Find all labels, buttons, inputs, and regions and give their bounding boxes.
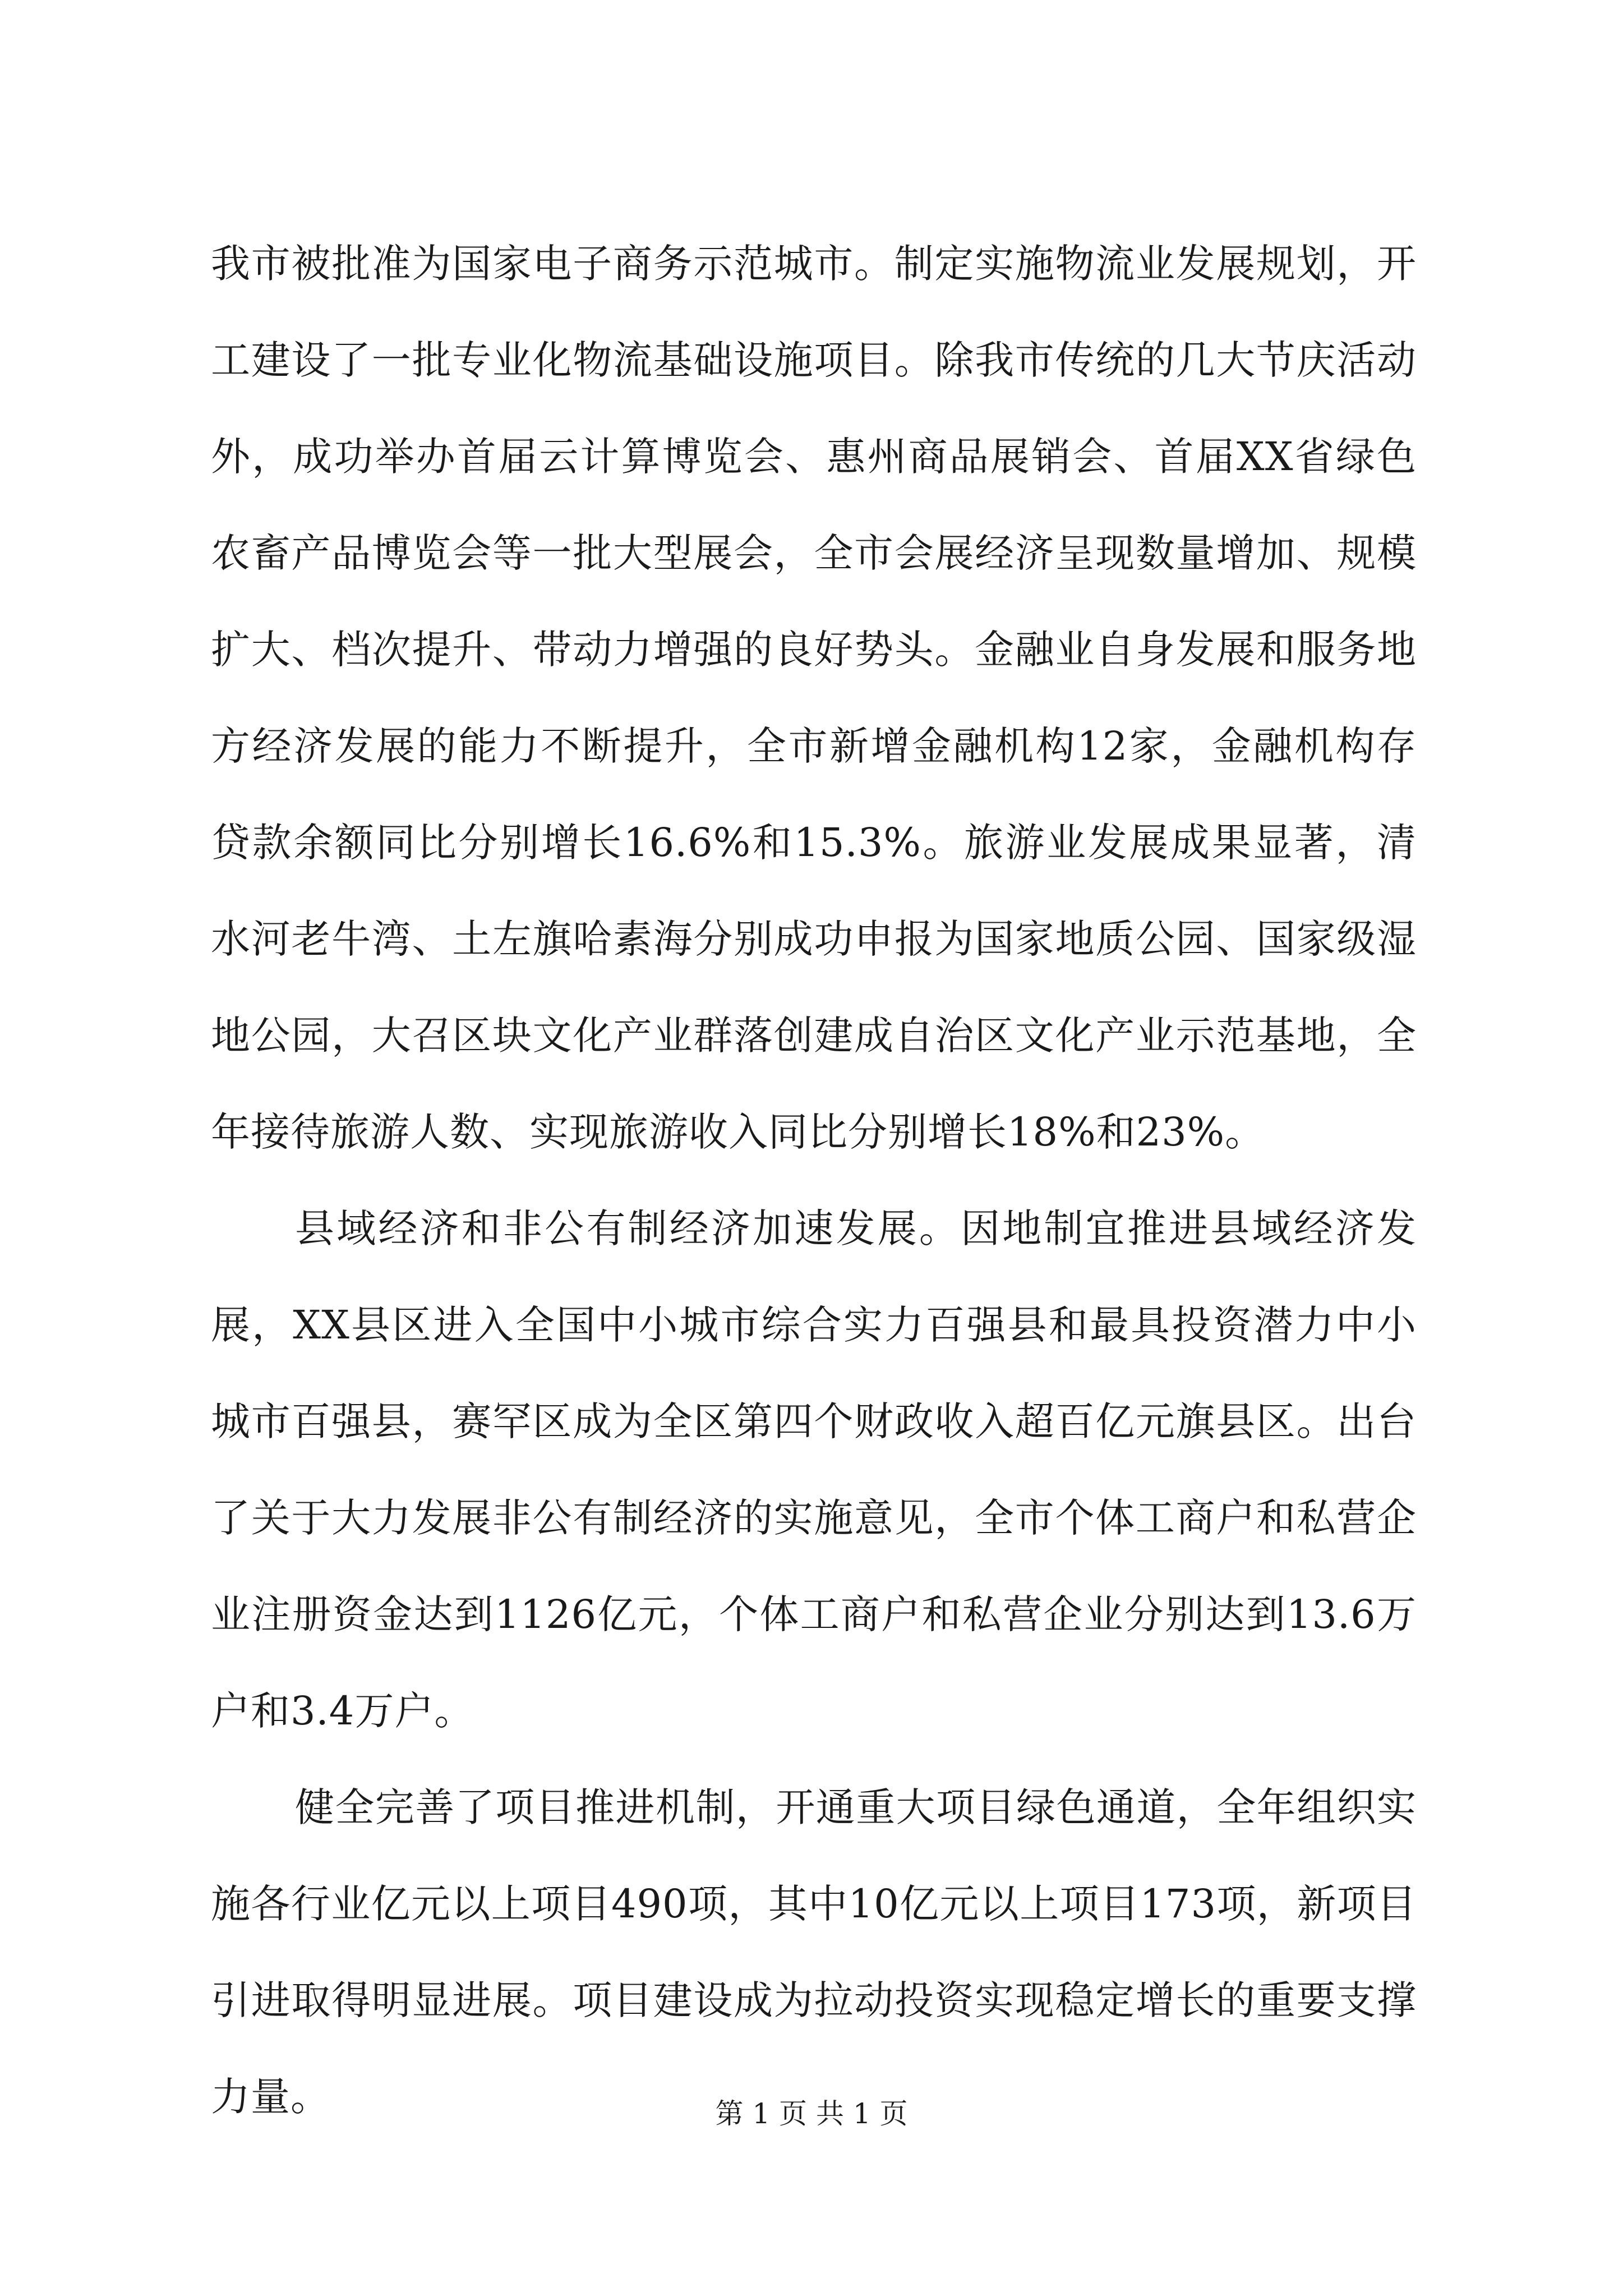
paragraph-2: 县域经济和非公有制经济加速发展。因地制宜推进县域经济发展，XX县区进入全国中小城市综合实力百强县和最具投资潜力中小城市百强县，赛罕区成为全区第四个财政收入超百亿元旗县区。出台了关于大力发展非公有制经济的实施意见，全市个体工商户和私营企业注册资金达到1126亿元，个体工商户和私营企业分别达到13.6万户和3.4万户。	[211, 1205, 1417, 1734]
document-body	[211, 215, 1417, 2145]
page-footer: 第 1 页 共 1 页	[715, 2097, 908, 2130]
paragraph-3: 健全完善了项目推进机制，开通重大项目绿色通道，全年组织实施各行业亿元以上项目490项，其中10亿元以上项目173项，新项目引进取得明显进展。项目建设成为拉动投资实现稳定增长的重要支撑力量。	[211, 1784, 1417, 2120]
paragraph-1: 我市被批准为国家电子商务示范城市。制定实施物流业发展规划，开工建设了一批专业化物流基础设施项目。除我市传统的几大节庆活动外，成功举办首届云计算博览会、惠州商品展销会、首届XX省绿色农畜产品博览会等一批大型展会，全市会展经济呈现数量增加、规模扩大、档次提升、带动力增强的良好势头。金融业自身发展和服务地方经济发展的能力不断提升，全市新增金融机构12家，金融机构存贷款余额同比分别增长16.6%和15.3%。旅游业发展成果显著，清水河老牛湾、土左旗哈素海分别成功申报为国家地质公园、国家级湿地公园，大召区块文化产业群落创建成自治区文化产业示范基地，全年接待旅游人数、实现旅游收入同比分别增长18%和23%。	[211, 241, 1417, 1155]
